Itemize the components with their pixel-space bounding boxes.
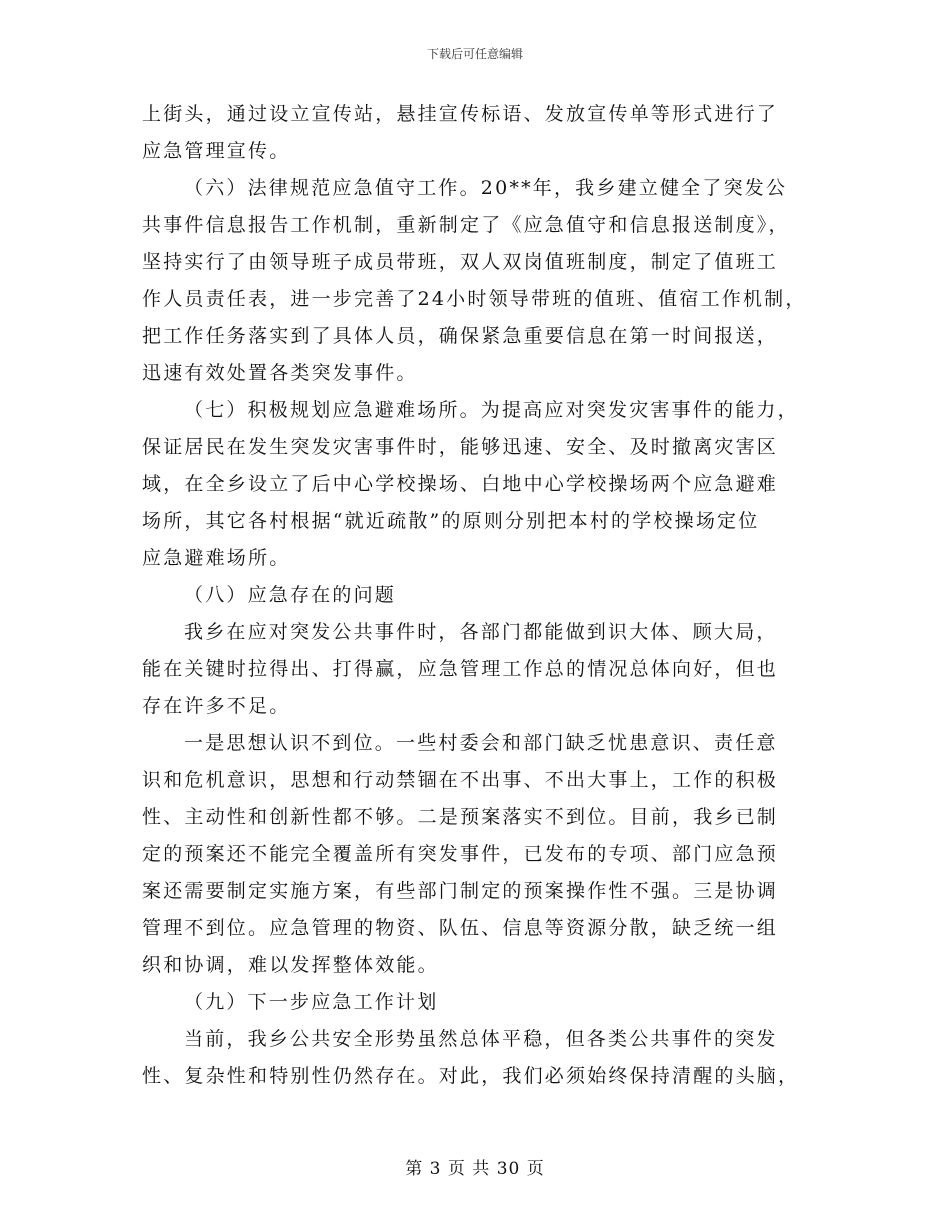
text-line: 应急避难场所。 [142, 547, 291, 569]
text-line: （八）应急存在的问题 [184, 584, 397, 606]
text-line: （六）法律规范应急值守工作。20**年，我乡建立健全了突发公 [184, 177, 788, 199]
text-line: 保证居民在发生突发灾害事件时，能够迅速、安全、及时撤离灾害区 [142, 436, 779, 458]
document-body [142, 96, 814, 1095]
text-line: 把工作任务落实到了具体人员，确保紧急重要信息在第一时间报送， [142, 325, 779, 347]
text-line: 定的预案还不能完全覆盖所有突发事件，已发布的专项、部门应急预 [142, 843, 779, 865]
text-line: 一是思想认识不到位。一些村委会和部门缺乏忧患意识、责任意 [184, 732, 778, 754]
text-line: 域，在全乡设立了后中心学校操场、白地中心学校操场两个应急避难 [142, 473, 779, 495]
text-line: 性、复杂性和特别性仍然存在。对此，我们必须始终保持清醒的头脑， [142, 1065, 800, 1087]
text-line: 共事件信息报告工作机制，重新制定了《应急值守和信息报送制度》， [142, 214, 790, 236]
text-line: 场所，其它各村根据“就近疏散”的原则分别把本村的学校操场定位 [142, 510, 760, 532]
text-line: （七）积极规划应急避难场所。为提高应对突发灾害事件的能力， [184, 399, 799, 421]
text-line: 应急管理宣传。 [142, 140, 291, 162]
text-line: 作人员责任表，进一步完善了24小时领导带班的值班、值宿工作机制， [142, 288, 807, 310]
text-line: 管理不到位。应急管理的物资、队伍、信息等资源分散，缺乏统一组 [142, 917, 779, 939]
text-line: 存在许多不足。 [142, 695, 291, 717]
text-line: （九）下一步应急工作计划 [184, 991, 439, 1013]
text-line: 坚持实行了由领导班子成员带班，双人双岗值班制度，制定了值班工 [142, 251, 779, 273]
text-line: 性、主动性和创新性都不够。二是预案落实不到位。目前，我乡已制 [142, 806, 779, 828]
page-header: 下载后可任意编辑 [426, 47, 523, 61]
text-line: 织和协调，难以发挥整体效能。 [142, 954, 439, 976]
page-footer: 第 3 页 共 30 页 [405, 1159, 545, 1179]
text-line: 迅速有效处置各类突发事件。 [142, 362, 418, 384]
text-line: 当前，我乡公共安全形势虽然总体平稳，但各类公共事件的突发 [184, 1028, 778, 1050]
text-line: 能在关键时拉得出、打得赢，应急管理工作总的情况总体向好，但也 [142, 658, 779, 680]
text-line: 上街头，通过设立宣传站，悬挂宣传标语、发放宣传单等形式进行了 [142, 103, 779, 125]
text-line: 案还需要制定实施方案，有些部门制定的预案操作性不强。三是协调 [142, 880, 779, 902]
text-line: 识和危机意识，思想和行动禁锢在不出事、不出大事上，工作的积极 [142, 769, 779, 791]
text-line: 我乡在应对突发公共事件时，各部门都能做到识大体、顾大局， [184, 621, 778, 643]
